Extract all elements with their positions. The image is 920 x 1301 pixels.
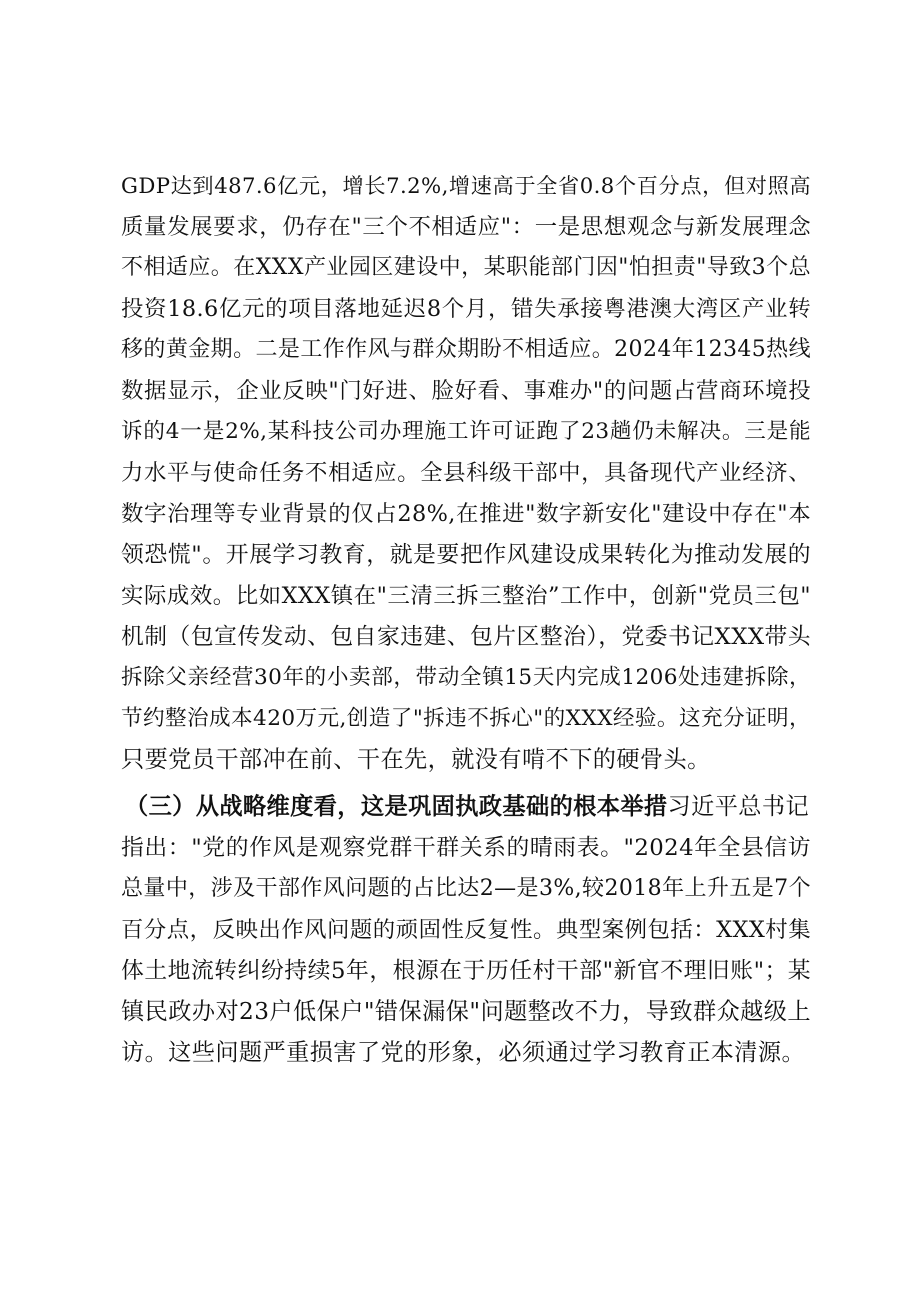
section-heading-line (125, 787, 815, 827)
text-line: 指出："党的作风是观察党群干群关系的晴雨表。"2024年全县信访 (121, 835, 811, 861)
text-line: GDP达到487.6亿元，增长7.2%,增速高于全省0.8个百分点，但对照高 (121, 173, 811, 198)
text-line: 实际成效。比如XXX镇在"三清三拆三整治”工作中，创新"党员三包" (121, 583, 811, 609)
text-line: 质量发展要求，仍存在"三个不相适应"：一是思想观念与新发展理念 (121, 214, 811, 240)
text-line: 数据显示，企业反映"门好进、脸好看、事难办"的问题占营商环境投 (121, 378, 811, 404)
text-line: 拆除父亲经营30年的小卖部，带动全镇15天内完成1206处违建拆除， (121, 665, 811, 690)
text-line: 访。这些问题严重损害了党的形象，必须通过学习教育正本清源。 (121, 1039, 806, 1066)
text-line: 机制（包宣传发动、包自家违建、包片区整治），党委书记XXX带头 (121, 624, 811, 650)
text-line: 节约整治成本420万元,创造了"拆违不拆心"的XXX经验。这充分证明， (121, 706, 811, 731)
text-line: 只要党员干部冲在前、干在先，就没有啃不下的硬骨头。 (121, 746, 711, 773)
text-line: 数字治理等专业背景的仅占28%,在推进"数字新安化"建设中存在"本 (121, 501, 811, 527)
text-line: 诉的4一是2%,某科技公司办理施工许可证跑了23趟仍未解决。三是能 (121, 419, 811, 444)
section-heading-tail: 习近平总书记 (667, 793, 810, 820)
text-line: 体土地流转纠纷持续5年，根源在于历任村干部"新官不理旧账"；某 (121, 958, 811, 984)
text-line: 总量中，涉及干部作风问题的占比达2—是3%,较2018年上升五是7个 (121, 876, 811, 901)
text-line: 百分点，反映出作风问题的顽固性反复性。典型案例包括：XXX村集 (121, 917, 811, 943)
text-line: 不相适应。在XXX产业园区建设中，某职能部门因"怕担责"导致3个总 (121, 255, 811, 280)
text-line: 移的黄金期。二是工作作风与群众期盼不相适应。2024年12345热线 (121, 337, 811, 362)
text-line: 投资18.6亿元的项目落地延迟8个月，错失承接粤港澳大湾区产业转 (121, 296, 811, 322)
section-heading: （三）从战略维度看，这是巩固执政基础的根本举措 (125, 793, 668, 820)
text-line: 镇民政办对23户低保户"错保漏保"问题整改不力，导致群众越级上 (121, 998, 811, 1025)
text-line: 领恐慌"。开展学习教育，就是要把作风建设成果转化为推动发展的 (121, 542, 811, 568)
text-line: 力水平与使命任务不相适应。全县科级干部中，具备现代产业经济、 (121, 460, 811, 486)
